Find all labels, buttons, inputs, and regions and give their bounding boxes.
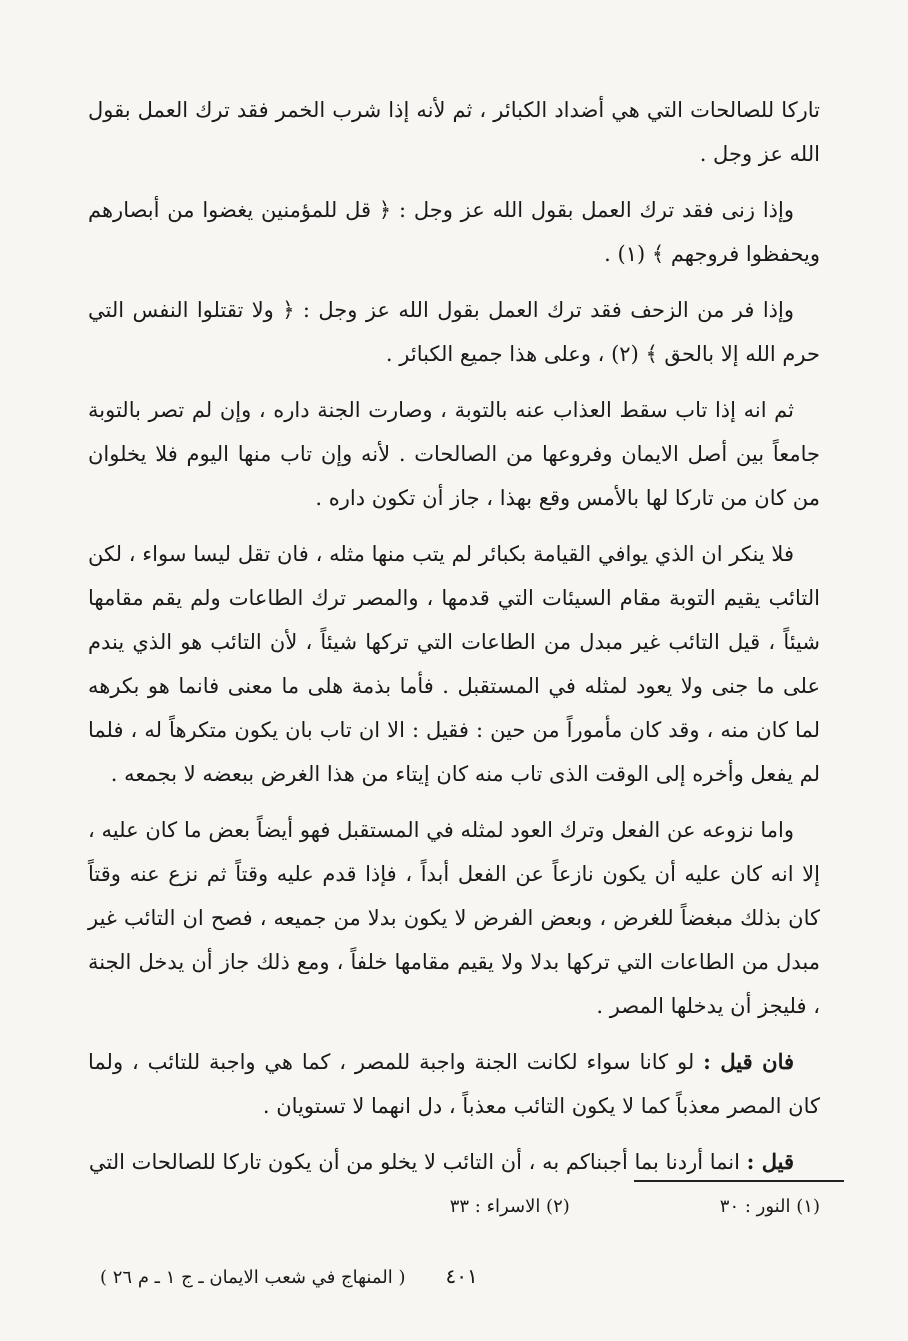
body-text bbox=[88, 88, 820, 1184]
page-footer bbox=[100, 1264, 808, 1288]
running-head: ( المنهاج في شعب الايمان ـ ج ١ ـ م ٢٦ ) bbox=[100, 1267, 406, 1288]
paragraph bbox=[88, 288, 820, 376]
paragraph bbox=[88, 1140, 820, 1184]
paragraph bbox=[88, 88, 820, 176]
footer-info bbox=[100, 1264, 478, 1288]
footnotes bbox=[88, 1196, 820, 1217]
footnote-1: (١) النور : ٣٠ bbox=[719, 1196, 820, 1217]
footnote-separator bbox=[634, 1180, 844, 1182]
paragraph-text: انما أردنا بما أجبناكم به ، أن التائب لا يخلو من أن يكون تاركا للصالحات التي bbox=[88, 1150, 747, 1174]
paragraph bbox=[88, 532, 820, 796]
paragraph-text: وإذا فر من الزحف فقد ترك العمل بقول الله عز وجل : ﴿ ولا تقتلوا النفس التي حرم الله إلا بالحق ﴾ (٢) ، وعلى هذا جميع الكبائر . bbox=[88, 298, 820, 366]
paragraph-text: ثم انه إذا تاب سقط العذاب عنه بالتوبة ، وصارت الجنة داره ، وإن لم تصر بالتوبة جامعاً بين أصل الايمان وفروعها من الصالحات . لأنه وإن تاب منها اليوم فلا يخلوان من كان من تاركا لها بالأمس وقع بهذا ، جاز أن تكون داره . bbox=[88, 398, 820, 510]
paragraph bbox=[88, 808, 820, 1028]
paragraph-text: تاركا للصالحات التي هي أضداد الكبائر ، ثم لأنه إذا شرب الخمر فقد ترك العمل بقول الله عز وجل . bbox=[88, 98, 820, 166]
paragraph-text: فلا ينكر ان الذي يوافي القيامة بكبائر لم يتب منها مثله ، فان تقل ليسا سواء ، لكن التائب يقيم التوبة مقام السيئات التي قدمها ، والمصر ترك الطاعات ولم يقم مقامها شيئاً ، قيل التائب غير مبدل من الطاعات التي تركها شيئاً ، لأن التائب هو الذي يندم على ما جنى ولا يعود لمثله في المستقبل . فأما بذمة هلى ما معنى فانما هو بكرهه لما كان منه ، وقد كان مأموراً من حين : فقيل : الا ان تاب بان يكون متكرهاً له ، فلما لم يفعل وأخره إلى الوقت الذى تاب منه كان إيتاء من هذا الغرض ببعضه لا بجمعه . bbox=[88, 542, 821, 786]
paragraph-text: لو كانا سواء لكانت الجنة واجبة للمصر ، كما هي واجبة للتائب ، ولما كان المصر معذباً كما لا يكون التائب معذباً ، دل انهما لا تستويان . bbox=[88, 1050, 820, 1118]
paragraph-lead: فان قيل : bbox=[703, 1049, 795, 1074]
paragraph bbox=[88, 188, 820, 276]
paragraph-text: وإذا زنى فقد ترك العمل بقول الله عز وجل : ﴿ قل للمؤمنين يغضوا من أبصارهم ويحفظوا فروجهم ﴾ (١) . bbox=[88, 198, 820, 266]
footnote-2: (٢) الاسراء : ٣٣ bbox=[449, 1196, 570, 1217]
page-number: ٤٠١ bbox=[445, 1264, 478, 1288]
paragraph bbox=[88, 388, 820, 520]
paragraph bbox=[88, 1040, 820, 1128]
paragraph-text: واما نزوعه عن الفعل وترك العود لمثله في المستقبل فهو أيضاً بعض ما كان عليه ، إلا انه كان عليه أن يكون نازعاً عن الفعل أبداً ، فإذا قدم عليه وقتاً ثم نزع عنه وقتاً كان بذلك مبغضاً للغرض ، وبعض الفرض لا يكون بدلا من جميعه ، فصح ان التائب غير مبدل من الطاعات التي تركها بدلا ولا يقيم مقامها خلفاً ، ومع ذلك جاز أن يدخل الجنة ، فليجز أن يدخلها المصر . bbox=[88, 818, 820, 1018]
paragraph-lead: قيل : bbox=[746, 1149, 794, 1174]
